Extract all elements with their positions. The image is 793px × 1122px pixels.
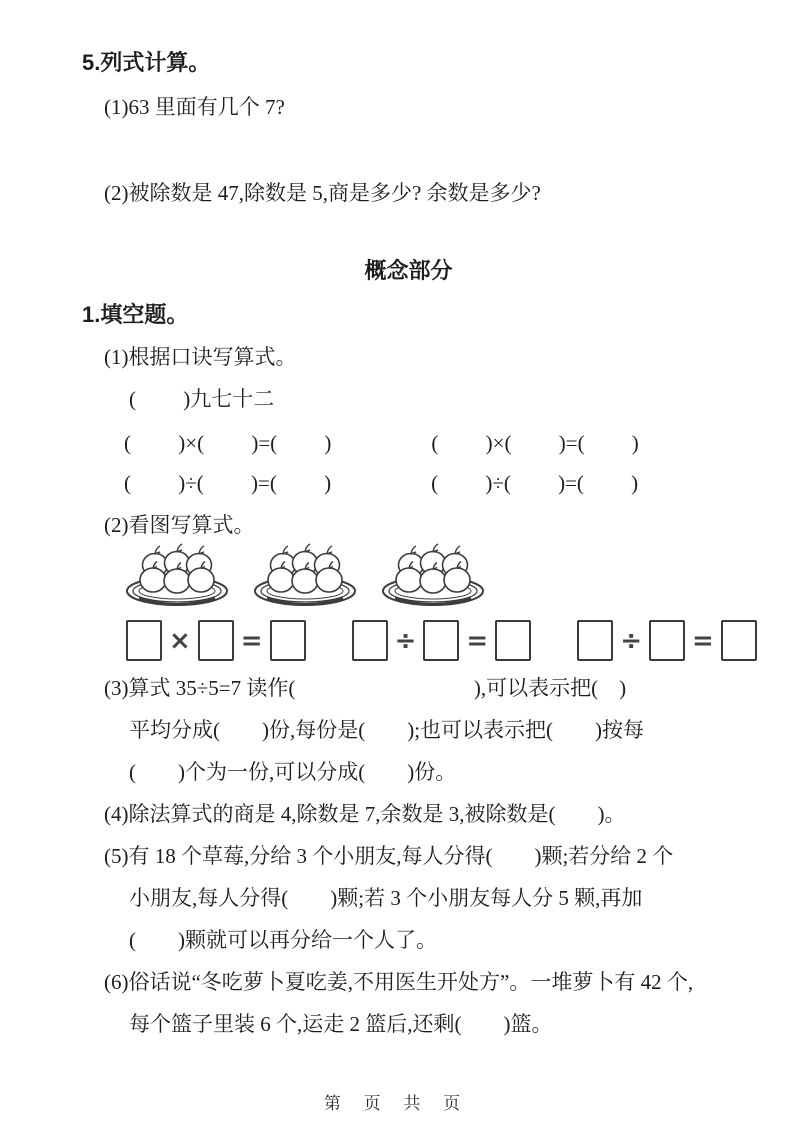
box-equation-multiply (126, 620, 306, 661)
q1-title: 1.填空题。 (82, 302, 189, 327)
q1-part5-line2: 小朋友,每人分得( )颗;若 3 个小朋友每人分 5 颗,再加 (129, 886, 643, 910)
q1-part3-line2: 平均分成( )份,每份是( );也可以表示把( )按每 (129, 718, 645, 742)
box-equation-divide-1 (352, 620, 532, 661)
q1-part5-line1: (5)有 18 个草莓,分给 3 个小朋友,每人分得( )颗;若分给 2 个 (104, 844, 674, 868)
multiply-operator: × (169, 625, 191, 656)
equals-operator: = (691, 625, 714, 656)
q1-part2-answer-boxes-row (126, 620, 735, 661)
div-equation-blank: ( )÷( )=( ) (124, 471, 332, 495)
answer-box (423, 620, 459, 661)
answer-box (352, 620, 388, 661)
mul-equation-blank: ( )×( )=( ) (431, 431, 639, 455)
q1-part1-label: (1)根据口诀写算式。 (104, 345, 297, 369)
q1-part4-line1: (4)除法算式的商是 4,除数是 7,余数是 3,被除数是( )。 (104, 802, 626, 826)
section5-title: 5.列式计算。 (82, 50, 211, 75)
answer-box (270, 620, 306, 661)
answer-box (198, 620, 234, 661)
apple-plates-illustration (124, 542, 735, 610)
q1-part6-line2: 每个篮子里装 6 个,运走 2 篮后,还剩( )篮。 (129, 1012, 553, 1036)
divide-operator: ÷ (394, 625, 417, 656)
equals-operator: = (240, 625, 263, 656)
q1-part3-line1: (3)算式 35÷5=7 读作( ),可以表示把( ) (104, 676, 627, 700)
apple-plate-icon (380, 542, 486, 610)
equals-operator: = (466, 625, 489, 656)
q1-part5-line3: ( )颗就可以再分给一个人了。 (129, 928, 437, 952)
mul-equation-blank: ( )×( )=( ) (124, 431, 332, 455)
answer-box (577, 620, 613, 661)
q1-part1-div-row (124, 470, 735, 496)
answer-box (126, 620, 162, 661)
q1-part1-mnemonic: ( )九七十二 (129, 387, 275, 411)
divide-operator: ÷ (620, 625, 642, 656)
answer-box (495, 620, 531, 661)
apple-plate-icon (252, 542, 358, 610)
concept-section-heading: 概念部分 (364, 258, 453, 283)
div-equation-blank: ( )÷( )=( ) (431, 471, 639, 495)
section5-item1: (1)63 里面有几个 7? (104, 95, 285, 119)
section5-item2: (2)被除数是 47,除数是 5,商是多少? 余数是多少? (104, 181, 541, 205)
box-equation-divide-2 (577, 620, 757, 661)
answer-box (721, 620, 757, 661)
q1-part1-mul-row (124, 430, 735, 456)
page-footer: 第 页 共 页 (323, 1094, 470, 1113)
q1-part2-label: (2)看图写算式。 (104, 513, 255, 537)
q1-part6-line1: (6)俗话说“冬吃萝卜夏吃姜,不用医生开处方”。一堆萝卜有 42 个, (104, 970, 694, 994)
q1-part3-line3: ( )个为一份,可以分成( )份。 (129, 760, 457, 784)
apple-plate-icon (124, 542, 230, 610)
answer-box (649, 620, 685, 661)
